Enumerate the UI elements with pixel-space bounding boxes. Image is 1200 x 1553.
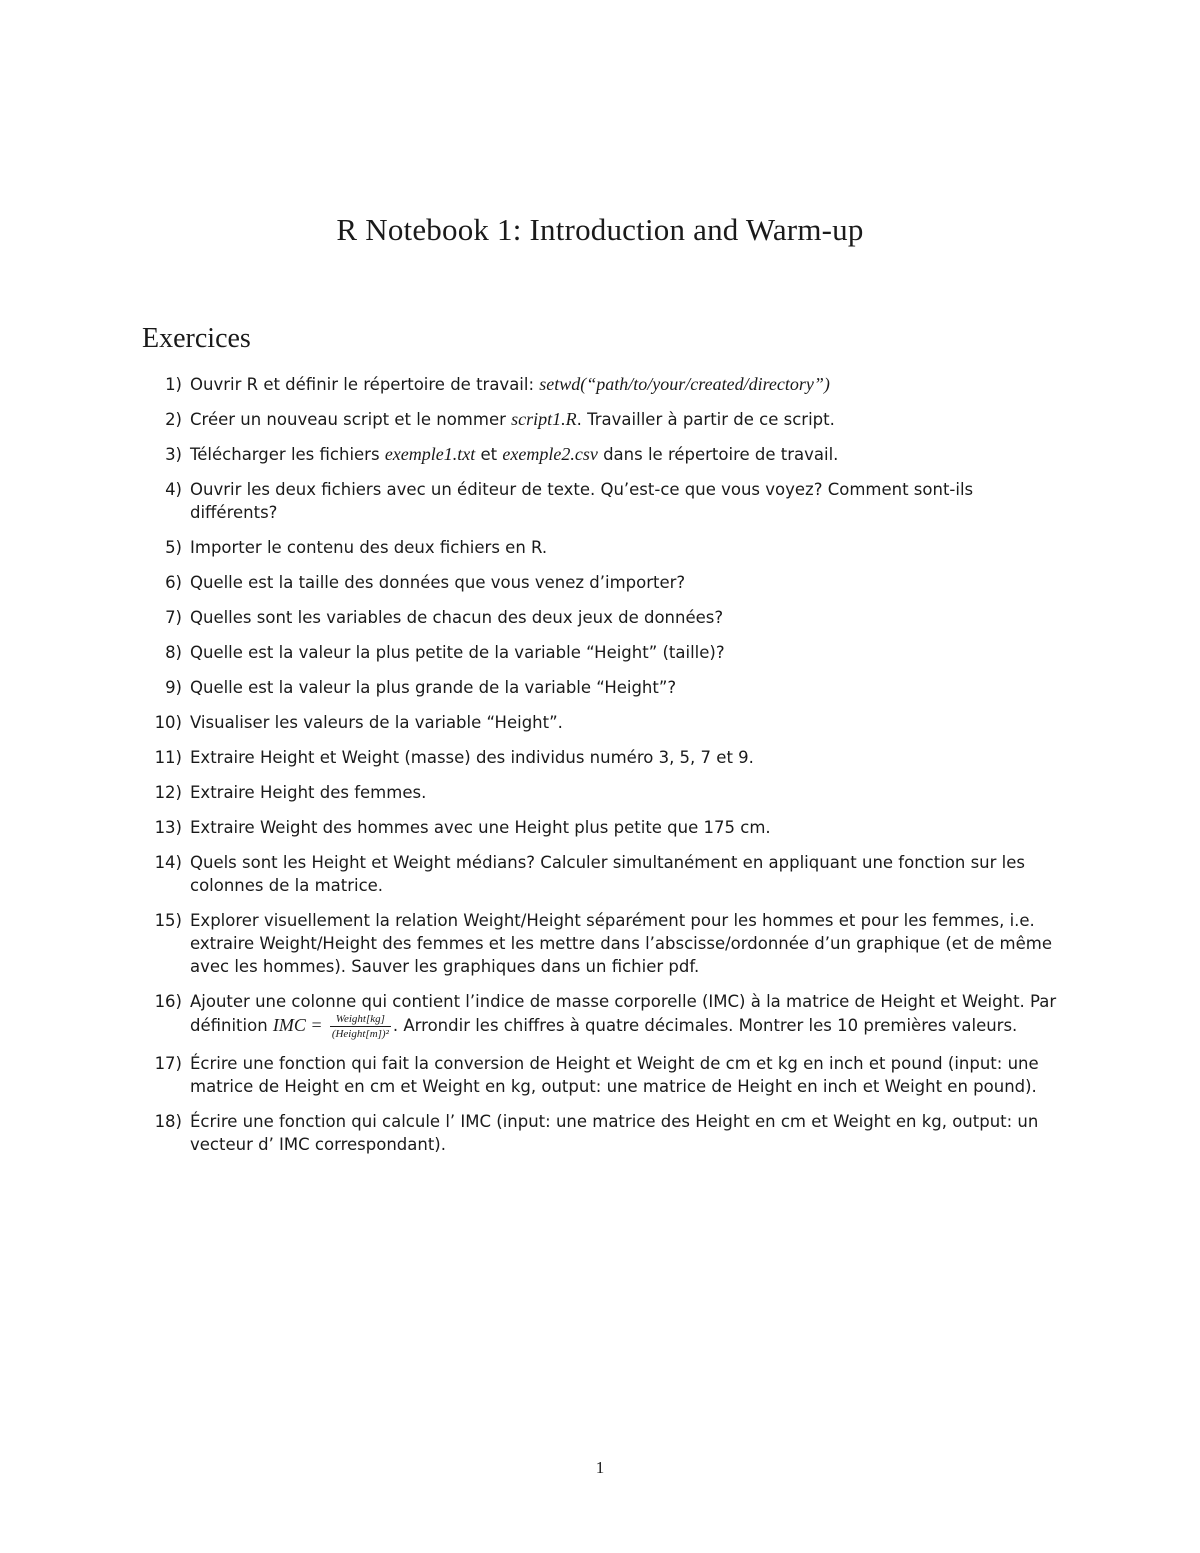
exercise-number: 1) xyxy=(165,375,182,394)
file-name-script: script1.R xyxy=(511,409,577,429)
section-heading-exercices: Exercices xyxy=(142,323,251,354)
exercise-item-14 xyxy=(142,851,1062,897)
exercise-text: Écrire une fonction qui fait la conversion de Height et Weight de cm et kg en inch et pound (input: une matrice de Height en cm et Weight en kg, output: une matrice de Height en inch et Weight en pound). xyxy=(190,1054,1039,1096)
exercise-item-11 xyxy=(142,746,1062,769)
exercise-text xyxy=(190,992,1057,1040)
exercise-number: 11) xyxy=(154,748,182,767)
exercise-item-2 xyxy=(142,408,1062,431)
exercise-text: Explorer visuellement la relation Weight/Height séparément pour les hommes et pour les femmes, i.e. extraire Weight/Height des femmes et les mettre dans l’abscisse/ordonnée d’un graphique (et de même avec les hommes). Sauver les graphiques dans un fichier pdf. xyxy=(190,911,1052,976)
exercise-item-15 xyxy=(142,909,1062,978)
exercise-number: 14) xyxy=(154,853,182,872)
exercise-number: 8) xyxy=(165,643,182,662)
exercise-number: 4) xyxy=(165,480,182,499)
file-name-exemple2: exemple2.csv xyxy=(502,444,598,464)
exercise-number: 9) xyxy=(165,678,182,697)
file-name-exemple1: exemple1.txt xyxy=(384,444,476,464)
exercise-number: 10) xyxy=(154,713,182,732)
exercise-text-part: Ouvrir R et définir le répertoire de travail: xyxy=(190,375,540,394)
exercise-item-8 xyxy=(142,641,1062,664)
exercise-text: Extraire Weight des hommes avec une Height plus petite que 175 cm. xyxy=(190,818,771,837)
exercise-text: Ouvrir les deux fichiers avec un éditeur de texte. Qu’est-ce que vous voyez? Comment sont-ils différents? xyxy=(190,480,974,522)
exercise-text-part: dans le répertoire de travail. xyxy=(597,445,839,464)
exercise-text-part: Télécharger les fichiers xyxy=(190,445,385,464)
exercise-list xyxy=(142,373,1062,1168)
exercise-text: Quels sont les Height et Weight médians? Calculer simultanément en appliquant une fonction sur les colonnes de la matrice. xyxy=(190,853,1025,895)
exercise-number: 17) xyxy=(154,1054,182,1073)
exercise-item-3 xyxy=(142,443,1062,466)
exercise-number: 15) xyxy=(154,911,182,930)
exercise-text-part: . Travailler à partir de ce script. xyxy=(576,410,835,429)
exercise-text: Quelle est la valeur la plus petite de la variable “Height” (taille)? xyxy=(190,643,725,662)
exercise-text-part: Créer un nouveau script et le nommer xyxy=(190,410,512,429)
exercise-item-13 xyxy=(142,816,1062,839)
exercise-number: 3) xyxy=(165,445,182,464)
exercise-item-6 xyxy=(142,571,1062,594)
exercise-number: 2) xyxy=(165,410,182,429)
page-number: 1 xyxy=(595,1458,605,1477)
exercise-item-5 xyxy=(142,536,1062,559)
formula-denominator: (Height[m])² xyxy=(331,1028,389,1040)
exercise-text: Quelle est la valeur la plus grande de la variable “Height”? xyxy=(190,678,677,697)
exercise-text xyxy=(190,375,830,394)
imc-formula-fraction xyxy=(330,1013,391,1040)
formula-numerator: Weight[kg] xyxy=(330,1013,391,1027)
exercise-text: Quelles sont les variables de chacun des deux jeux de données? xyxy=(190,608,724,627)
exercise-number: 16) xyxy=(154,992,182,1011)
page-title: R Notebook 1: Introduction and Warm-up xyxy=(336,212,864,247)
exercise-text-part: . Arrondir les chiffres à quatre décimales. Montrer les 10 premières valeurs. xyxy=(392,1016,1018,1035)
exercise-number: 6) xyxy=(165,573,182,592)
exercise-item-18 xyxy=(142,1110,1062,1156)
exercise-item-12 xyxy=(142,781,1062,804)
exercise-text-part: et xyxy=(475,445,503,464)
exercise-text: Extraire Height des femmes. xyxy=(190,783,427,802)
exercise-number: 13) xyxy=(154,818,182,837)
exercise-item-1 xyxy=(142,373,1062,396)
formula-lhs: IMC = xyxy=(272,1015,323,1035)
exercise-item-17 xyxy=(142,1052,1062,1098)
exercise-text: Visualiser les valeurs de la variable “Height”. xyxy=(190,713,563,732)
exercise-item-10 xyxy=(142,711,1062,734)
exercise-item-9 xyxy=(142,676,1062,699)
exercise-text xyxy=(190,445,838,464)
exercise-text: Écrire une fonction qui calcule l’ IMC (input: une matrice des Height en cm et Weight en kg, output: un vecteur d’ IMC correspondant). xyxy=(190,1112,1039,1154)
exercise-text: Importer le contenu des deux fichiers en R. xyxy=(190,538,548,557)
exercise-item-7 xyxy=(142,606,1062,629)
exercise-text: Extraire Height et Weight (masse) des individus numéro 3, 5, 7 et 9. xyxy=(190,748,754,767)
exercise-item-16 xyxy=(142,990,1062,1040)
exercise-number: 12) xyxy=(154,783,182,802)
exercise-number: 5) xyxy=(165,538,182,557)
exercise-number: 7) xyxy=(165,608,182,627)
exercise-text: Quelle est la taille des données que vous venez d’importer? xyxy=(190,573,686,592)
exercise-text-part: Ajouter une colonne qui contient l’indice de masse corporelle (IMC) à la matrice de Height et Weight. Par définition xyxy=(190,992,1057,1035)
exercise-number: 18) xyxy=(154,1112,182,1131)
exercise-text xyxy=(190,410,835,429)
exercise-item-4 xyxy=(142,478,1062,524)
code-snippet-setwd: setwd(“path/to/your/created/directory”) xyxy=(539,374,830,394)
